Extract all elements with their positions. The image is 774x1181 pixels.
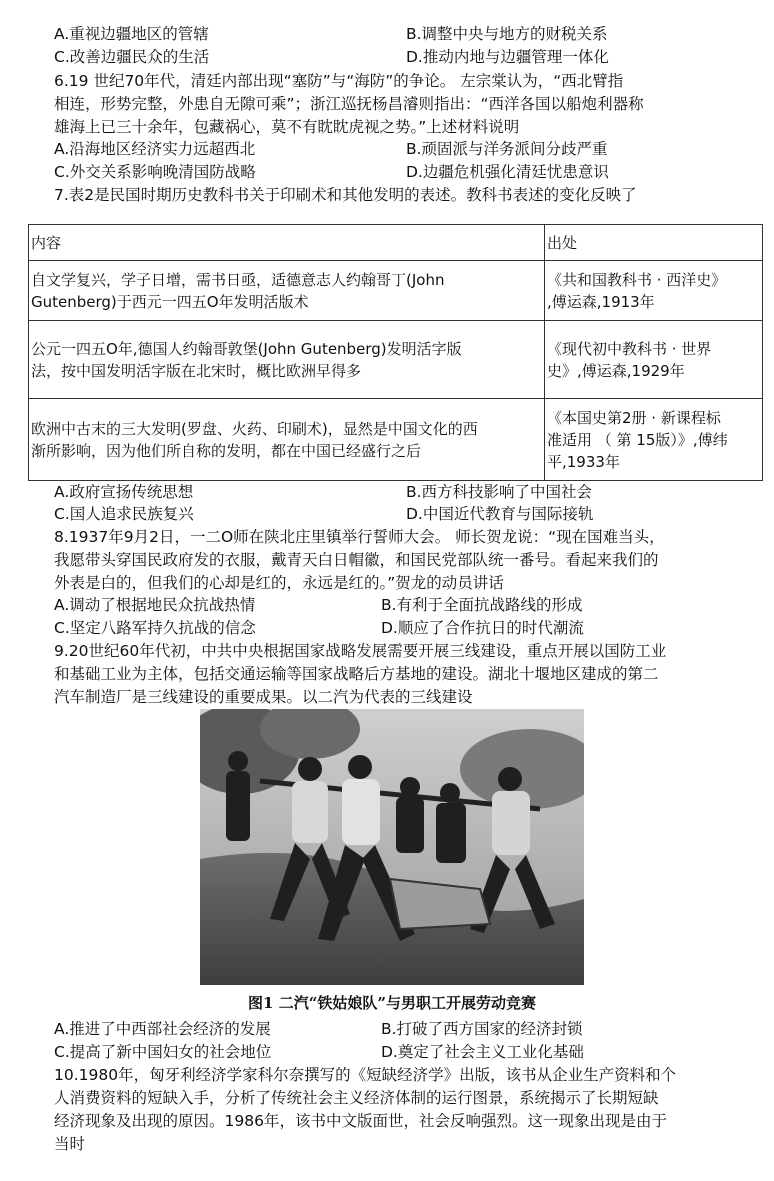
- q9-stem-line-2: 和基础工业为主体，包括交通运输等国家战略后方基地的建设。湖北十堰地区建成的第二: [54, 665, 659, 683]
- table-cell-content: 欧洲中古末的三大发明(罗盘、火药、印刷术)，显然是中国文化的西 渐所影响，因为他们所自称的发明，都在中国已经盛行之后: [29, 399, 545, 481]
- q9-stem-line-3: 汽车制造厂是三线建设的重要成果。以二汽为代表的三线建设: [54, 688, 473, 706]
- q8-option-b: B.有利于全面抗战路线的形成: [381, 596, 583, 614]
- table-header-content: 内容: [29, 225, 545, 261]
- q7-option-b: B.西方科技影响了中国社会: [406, 483, 593, 501]
- q5-option-a: A.重视边疆地区的管辖: [54, 25, 209, 43]
- q7-option-d: D.中国近代教育与国际接轨: [406, 505, 594, 523]
- q8-stem-line-2: 我愿带头穿国民政府发的衣服，戴青天白日帽徽，和国民党部队统一番号。看起来我们的: [54, 551, 659, 569]
- q5-option-c: C.改善边疆民众的生活: [54, 48, 210, 66]
- q6-option-a: A.沿海地区经济实力远超西北: [54, 140, 256, 158]
- table-cell-source: 《现代初中教科书 · 世界 史》,傅运森,1929年: [545, 321, 763, 399]
- q9-option-a: A.推进了中西部社会经济的发展: [54, 1020, 271, 1038]
- q6-stem-line-2: 相连，形势完整，外患自无隙可乘”；浙江巡抚杨昌濬则指出：“西洋各国以船炮利器称: [54, 95, 644, 113]
- q9-stem-line-1: 9.20世纪60年代初，中共中央根据国家战略发展需要开展三线建设，重点开展以国防工业: [54, 642, 667, 660]
- q10-stem-line-2: 人消费资料的短缺入手，分析了传统社会主义经济体制的运行图景，系统揭示了长期短缺: [54, 1089, 659, 1107]
- q7-stem: 7.表2是民国时期历史教科书关于印刷术和其他发明的表述。教科书表述的变化反映了: [54, 186, 637, 204]
- q8-option-c: C.坚定八路军持久抗战的信念: [54, 619, 256, 637]
- q5-option-d: D.推动内地与边疆管理一体化: [406, 48, 609, 66]
- figure-caption: 图1 二汽“铁姑娘队”与男职工开展劳动竞赛: [248, 994, 536, 1012]
- q10-stem-line-1: 10.1980年，匈牙利经济学家科尔奈撰写的《短缺经济学》出版，该书从企业生产资料和个: [54, 1066, 677, 1084]
- q6-option-b: B.顽固派与洋务派间分歧严重: [406, 140, 608, 158]
- q6-option-d: D.边疆危机强化清廷忧患意识: [406, 163, 609, 181]
- textbook-table: [28, 224, 763, 481]
- table-cell-content: 公元一四五O年,德国人约翰哥敦堡(John Gutenberg)发明活字版 法，按中国发明活字版在北宋时，概比欧洲早得多: [29, 321, 545, 399]
- q5-option-b: B.调整中央与地方的财税关系: [406, 25, 608, 43]
- q10-stem-line-3: 经济现象及出现的原因。1986年，该书中文版面世，社会反响强烈。这一现象出现是由于: [54, 1112, 667, 1130]
- table-row: [29, 399, 763, 481]
- q8-option-d: D.顺应了合作抗日的时代潮流: [381, 619, 584, 637]
- table-row: [29, 321, 763, 399]
- q6-stem-line-3: 雄海上已三十余年，包藏祸心，莫不有眈眈虎视之势。”上述材料说明: [54, 118, 520, 136]
- q8-stem-line-1: 8.1937年9月2日，一二O师在陕北庄里镇举行誓师大会。 师长贺龙说：“现在国难当头，: [54, 528, 665, 546]
- table-cell-source: 《共和国教科书 · 西洋史》 ,傅运森,1913年: [545, 261, 763, 321]
- table-cell-source: 《本国史第2册 · 新课程标 准适用 （ 第 15版）》,傅纬 平,1933年: [545, 399, 763, 481]
- q7-option-a: A.政府宣扬传统思想: [54, 483, 194, 501]
- table-cell-content: 自文学复兴，学子日增，需书日亟，适德意志人约翰哥丁(John Gutenberg)于西元一四五O年发明活版术: [29, 261, 545, 321]
- q6-option-c: C.外交关系影响晚清国防战略: [54, 163, 256, 181]
- q8-stem-line-3: 外表是白的，但我们的心却是红的，永远是红的。”贺龙的动员讲话: [54, 574, 504, 592]
- q8-option-a: A.调动了根据地民众抗战热情: [54, 596, 256, 614]
- q9-option-b: B.打破了西方国家的经济封锁: [381, 1020, 583, 1038]
- q9-option-c: C.提高了新中国妇女的社会地位: [54, 1043, 272, 1061]
- table-header-row: [29, 225, 763, 261]
- q10-stem-line-4: 当时: [54, 1135, 86, 1153]
- q9-option-d: D.奠定了社会主义工业化基础: [381, 1043, 584, 1061]
- workers-photo: [200, 709, 584, 985]
- q6-stem-line-1: 6.19 世纪70年代，清廷内部出现“塞防”与“海防”的争论。 左宗棠认为，“西北臂指: [54, 72, 624, 90]
- workers-photo-drawing: [200, 709, 584, 985]
- table-row: [29, 261, 763, 321]
- table-header-source: 出处: [545, 225, 763, 261]
- q7-option-c: C.国人追求民族复兴: [54, 505, 194, 523]
